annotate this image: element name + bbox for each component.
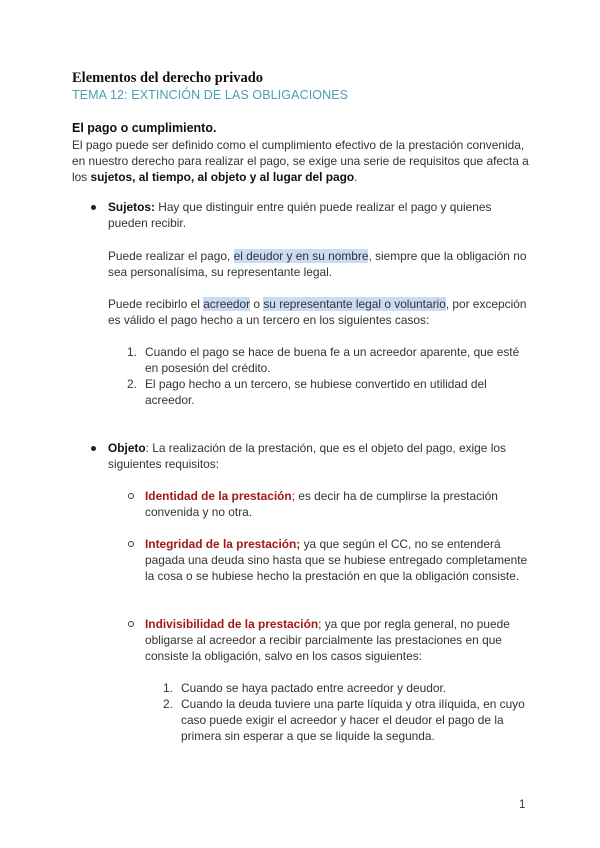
sujetos-paragraph-receiver: Puede recibirlo el acreedor o su representante legal o voluntario, por excepción es válido el pago hecho a un tercero en los siguientes casos: [108, 297, 527, 327]
list-item: Cuando el pago se hace de buena fe a un acreedor aparente, que esté en posesión del crédito. [145, 345, 520, 375]
list-number: 2. [127, 377, 137, 391]
list-number: 1. [163, 681, 173, 695]
sujetos-paragraph-payer: Puede realizar el pago, el deudor y en su nombre, siempre que la obligación no sea personalísima, su representante legal. [108, 249, 527, 279]
document-title: Elementos del derecho privado [72, 70, 264, 86]
bullet-icon [91, 446, 96, 451]
requirement-item: Indivisibilidad de la prestación; ya que por regla general, no puede obligarse al acreedor a recibir parcialmente las prestaciones en que consiste la obligación, salvo en los casos siguientes: [145, 617, 510, 663]
list-item: Cuando se haya pactado entre acreedor y deudor. [181, 681, 447, 695]
circle-bullet-icon [128, 493, 134, 499]
requirement-item: Integridad de la prestación; ya que según el CC, no se entenderá pagada una deuda sino hasta que se hubiese entregado completamente la cosa o se hubiese hecho la prestación en que la obligación consiste. [145, 537, 528, 583]
highlight: acreedor [203, 297, 251, 311]
list-item: Cuando la deuda tuviere una parte líquida y otra ilíquida, en cuyo caso puede exigir el acreedor y hacer el deudor el pago de la primera sin esperar a que se liquide la segunda. [181, 697, 525, 743]
highlight: el deudor y en su nombre [233, 249, 369, 263]
requirement-item: Identidad de la prestación; es decir ha de cumplirse la prestación convenida y no otra. [145, 489, 498, 519]
circle-bullet-icon [128, 621, 134, 627]
list-number: 2. [163, 697, 173, 711]
sujetos-item: Sujetos: Hay que distinguir entre quién puede realizar el pago y quienes pueden recibir. [108, 200, 492, 230]
list-number: 1. [127, 345, 137, 359]
bullet-icon [91, 205, 96, 210]
circle-bullet-icon [128, 541, 134, 547]
section-heading: El pago o cumplimiento. [72, 121, 217, 135]
document-subtitle: TEMA 12: EXTINCIÓN DE LAS OBLIGACIONES [72, 88, 349, 102]
intro-paragraph: El pago puede ser definido como el cumplimiento efectivo de la prestación convenida, en nuestro derecho para realizar el pago, se exige una serie de requisitos que afecta a los sujetos, al tiempo, al objeto y al lugar del pago. [72, 138, 529, 184]
objeto-item: Objeto: La realización de la prestación, que es el objeto del pago, exige los siguientes requisitos: [108, 441, 506, 471]
highlight: su representante legal o voluntario [263, 297, 446, 311]
page-number: 1 [519, 799, 526, 811]
list-item: El pago hecho a un tercero, se hubiese convertido en utilidad del acreedor. [145, 377, 487, 407]
